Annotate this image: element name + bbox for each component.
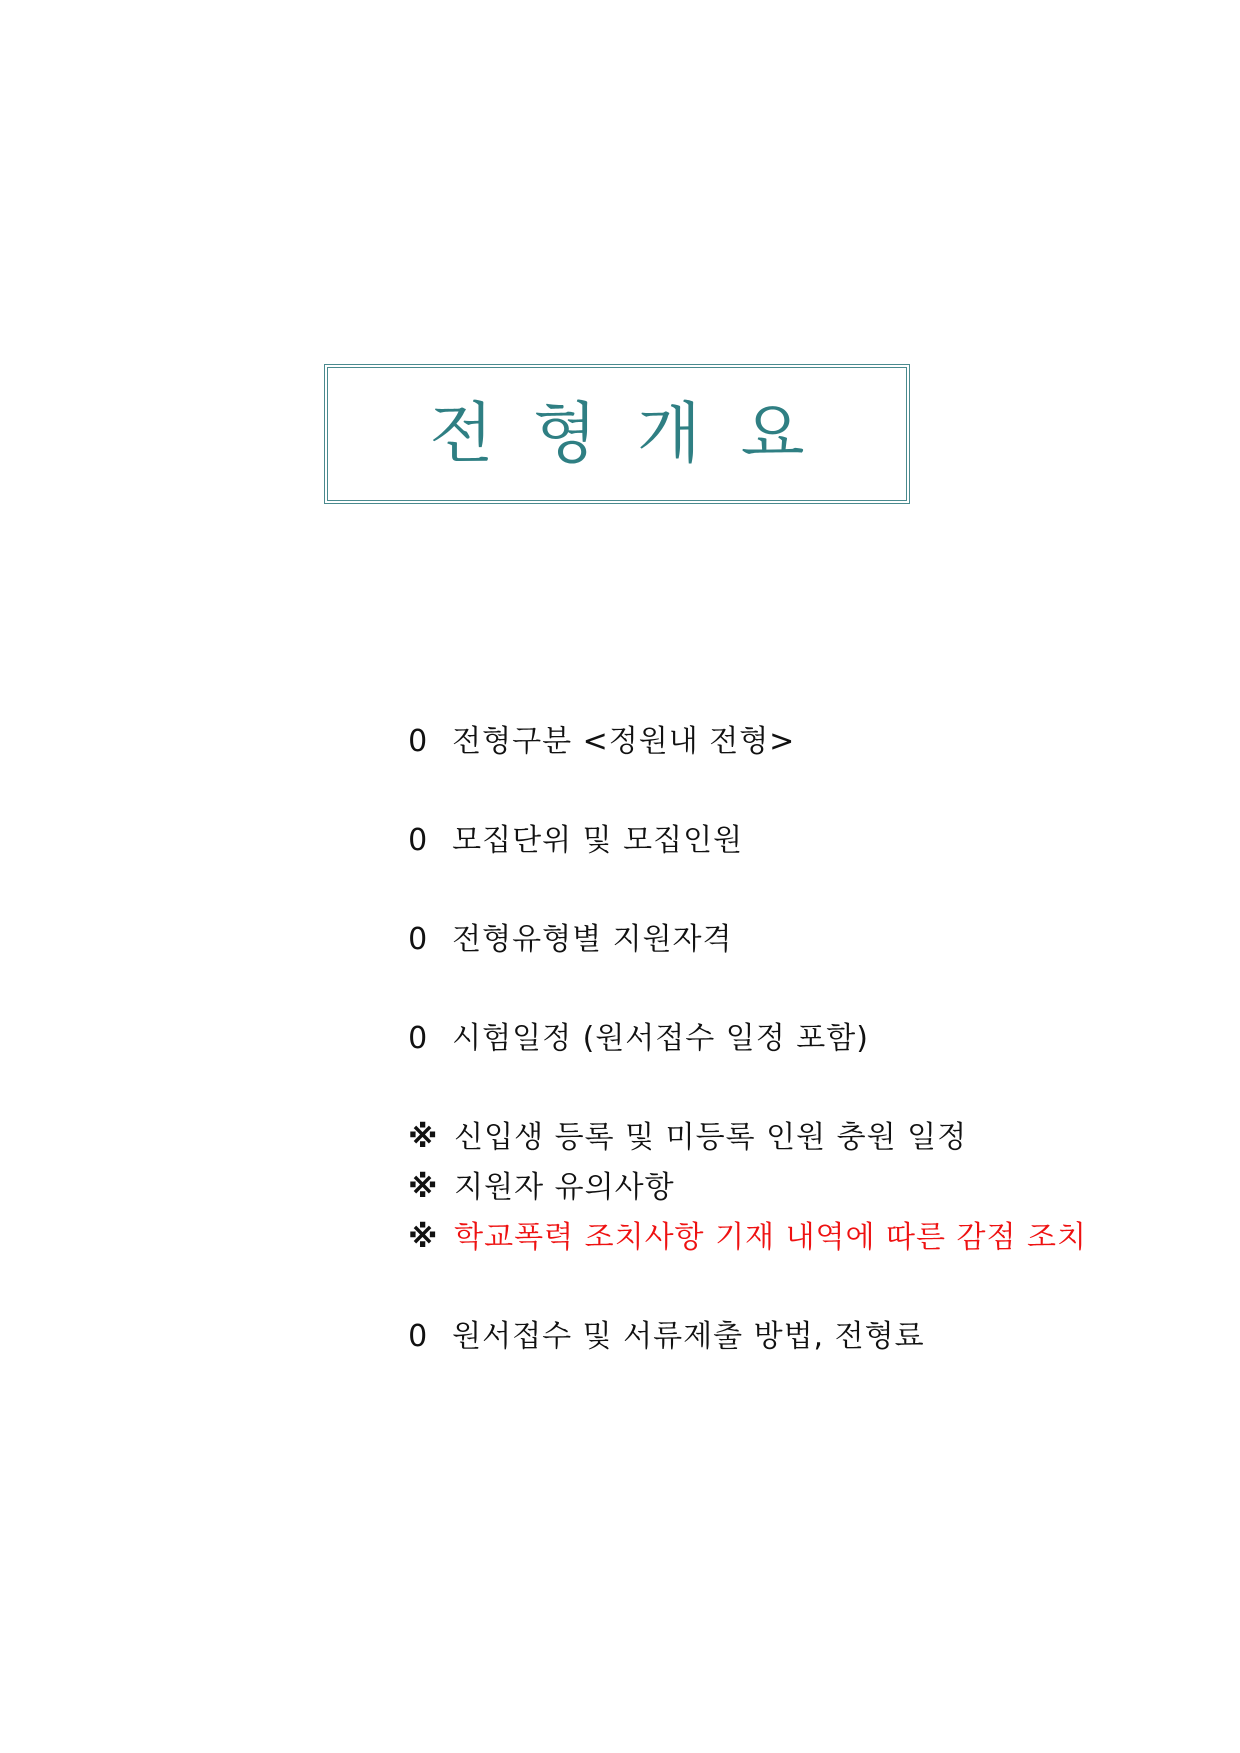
toc-item-marker: 0	[408, 922, 429, 957]
note-text: 신입생 등록 및 미등록 인원 충원 일정	[454, 1120, 968, 1155]
toc-item-marker: 0	[408, 1319, 429, 1354]
page-title: 전형개요	[429, 395, 845, 472]
toc-item-marker: 0	[408, 823, 429, 858]
toc-item-text: 전형유형별 지원자격	[452, 922, 733, 957]
note-item-warning	[366, 1193, 1087, 1283]
toc-item	[366, 895, 733, 985]
note-marker: ※	[408, 1220, 439, 1255]
toc-item-text: 모집단위 및 모집인원	[452, 823, 744, 858]
note-text: 지원자 유의사항	[454, 1170, 675, 1205]
title-box	[324, 364, 910, 504]
toc-item	[366, 697, 795, 787]
toc-item	[366, 1292, 925, 1382]
toc-item-marker: 0	[408, 1021, 429, 1056]
toc-item-text: 시험일정 (원서접수 일정 포함)	[452, 1021, 869, 1056]
toc-item-text: 전형구분 <정원내 전형>	[452, 724, 796, 759]
toc-item-text: 원서접수 및 서류제출 방법, 전형료	[452, 1319, 925, 1354]
note-marker: ※	[408, 1120, 439, 1155]
note-marker: ※	[408, 1170, 439, 1205]
toc-item	[366, 796, 743, 886]
toc-item	[366, 994, 869, 1084]
note-text-warning: 학교폭력 조치사항 기재 내역에 따른 감점 조치	[454, 1220, 1087, 1255]
toc-item-marker: 0	[408, 724, 429, 759]
